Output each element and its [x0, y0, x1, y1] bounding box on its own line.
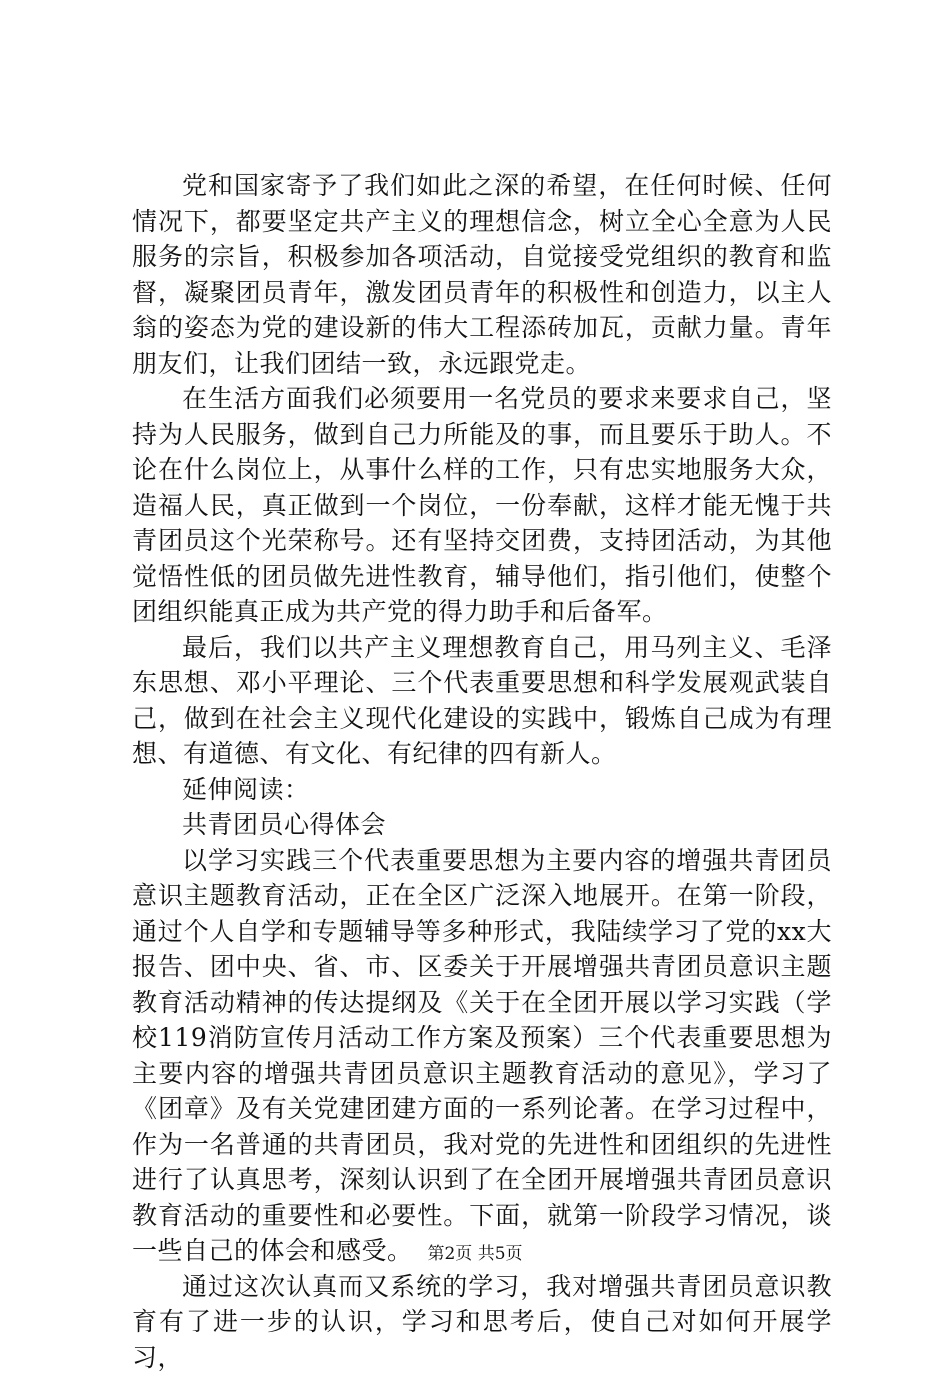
paragraph-study-practice: 以学习实践三个代表重要思想为主要内容的增强共青团员意识主题教育活动，正在全区广泛深入地展开。在第一阶段，通过个人自学和专题辅导等多种形式，我陆续学习了党的xx大报告、团中央、省、市、区委关于开展增强共青团员意识主题教育活动精神的传达提纲及《关于在全团开展以学习实践（学校119消防宣传月活动工作方案及预案）三个代表重要思想为主要内容的增强共青团员意识主题教育活动的意见》，学习了《团章》及有关党建团建方面的一系列论著。在学习过程中，作为一名普通的共青团员，我对党的先进性和团组织的先进性进行了认真思考，深刻认识到了在全团开展增强共青团员意识教育活动的重要性和必要性。下面，就第一阶段学习情况，谈一些自己的体会和感受。: [132, 843, 832, 1269]
extended-reading-heading: 延伸阅读：: [132, 772, 832, 808]
document-body: [132, 168, 832, 1375]
paragraph-finally: 最后，我们以共产主义理想教育自己，用马列主义、毛泽东思想、邓小平理论、三个代表重要思想和科学发展观武装自己，做到在社会主义现代化建设的实践中，锻炼自己成为有理想、有道德、有文化、有纪律的四有新人。: [132, 630, 832, 772]
paragraph-systematic-study: 通过这次认真而又系统的学习，我对增强共青团员意识教育有了进一步的认识，学习和思考后，使自己对如何开展学习，: [132, 1269, 832, 1375]
page-number-footer: 第2页 共5页: [0, 1242, 950, 1266]
paragraph-life-aspect: 在生活方面我们必须要用一名党员的要求来要求自己，坚持为人民服务，做到自己力所能及的事，而且要乐于助人。不论在什么岗位上，从事什么样的工作，只有忠实地服务大众，造福人民，真正做到一个岗位，一份奉献，这样才能无愧于共青团员这个光荣称号。还有坚持交团费，支持团活动，为其他觉悟性低的团员做先进性教育，辅导他们，指引他们，使整个团组织能真正成为共产党的得力助手和后备军。: [132, 381, 832, 630]
article-title: 共青团员心得体会: [132, 807, 832, 843]
paragraph-party-hope: 党和国家寄予了我们如此之深的希望，在任何时候、任何情况下，都要坚定共产主义的理想信念，树立全心全意为人民服务的宗旨，积极参加各项活动，自觉接受党组织的教育和监督，凝聚团员青年，激发团员青年的积极性和创造力，以主人翁的姿态为党的建设新的伟大工程添砖加瓦，贡献力量。青年朋友们，让我们团结一致，永远跟党走。: [132, 168, 832, 381]
